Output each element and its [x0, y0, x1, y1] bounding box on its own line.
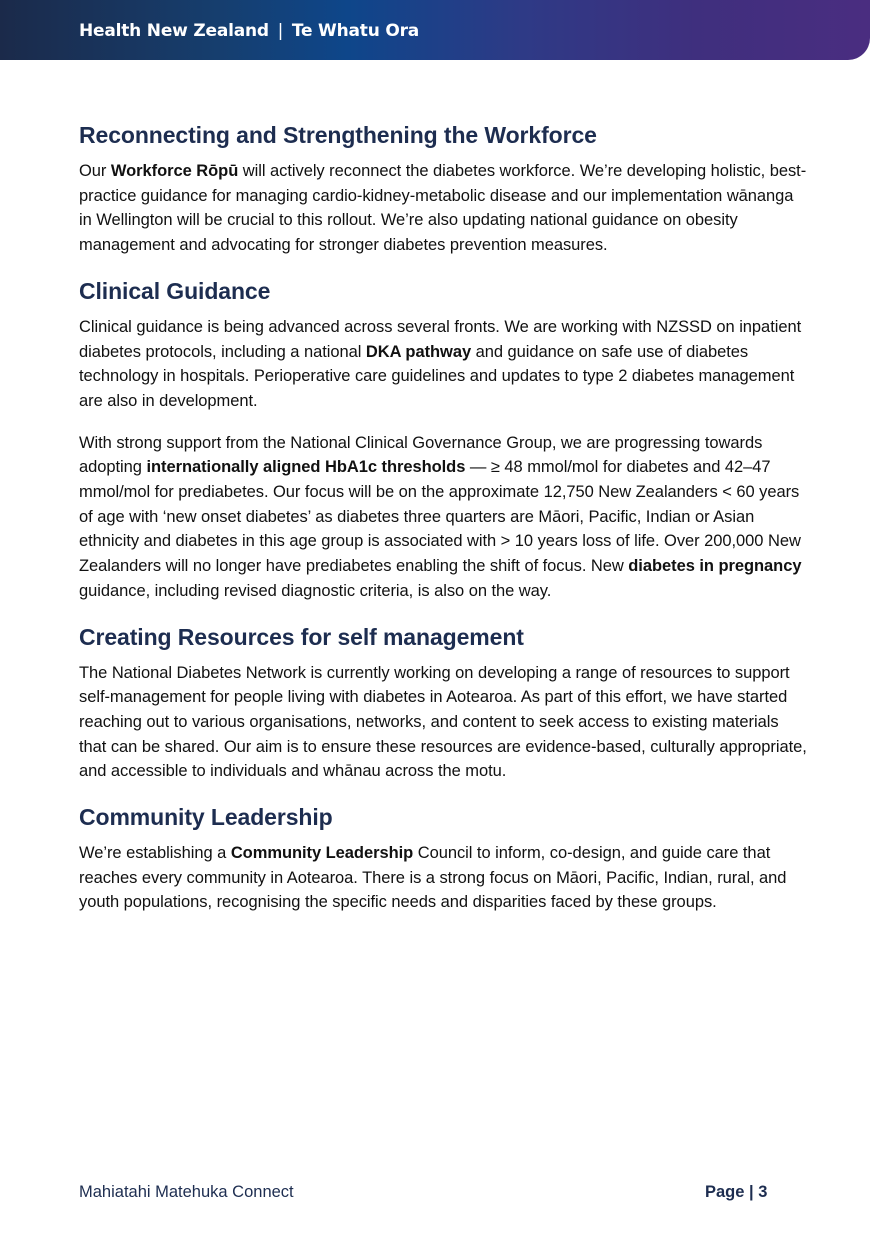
paragraph-text: Clinical guidance is being advanced across several fronts. We are working with NZSSD on inpatient diabetes protocols, including a national	[79, 317, 802, 361]
section-heading: Community Leadership	[79, 804, 333, 831]
org-name: Health New Zealand	[79, 21, 269, 41]
section-heading: Reconnecting and Strengthening the Workforce	[79, 122, 597, 148]
section-paragraph	[79, 841, 809, 915]
section-self-management-resources	[79, 624, 809, 785]
header-banner	[0, 0, 870, 60]
brand-logo-text	[79, 21, 419, 41]
emphasized-text: DKA pathway	[365, 342, 472, 361]
paragraph-text: The National Diabetes Network is currently working on developing a range of resources to support self-management for people living with diabetes in Aotearoa. As part of this effort, we have started reaching out to various organisations, networks, and content to seek access to existing materials that can be shared. Our aim is to ensure these resources are evidence-based, culturally appropriate, and accessible to individuals and whānau across the motu.	[79, 663, 807, 781]
section-workforce	[79, 122, 809, 258]
paragraph-text: — ≥ 48 mmol/mol for diabetes and 42–47 mmol/mol for prediabetes. Our focus will be on the approximate 12,750 New Zealanders < 60 years of age with ‘new onset diabetes’ as diabetes three quarters are Māori, Pacific, Indian or Asian ethnicity and diabetes in this age group is associated with > 10 years loss of life. Over 200,000 New Zealanders will no longer have prediabetes enabling the shift of focus. New	[79, 458, 801, 576]
section-paragraph	[79, 431, 809, 604]
section-heading: Clinical Guidance	[79, 277, 271, 304]
paragraph-text: We’re establishing a	[79, 844, 231, 863]
emphasized-text: diabetes in pregnancy	[628, 557, 802, 576]
footer-page-number: Page | 3	[705, 1183, 768, 1201]
paragraph-text: Council to inform, co-design, and guide care that reaches every community in Aotearoa. There is a strong focus on Māori, Pacific, Indian, rural, and youth populations, recognising the specific needs and disparities faced by these groups.	[79, 844, 787, 912]
paragraph-text: guidance, including revised diagnostic criteria, is also on the way.	[79, 581, 552, 600]
emphasized-text: Community Leadership	[230, 844, 414, 863]
footer-publication-title: Mahiatahi Matehuka Connect	[79, 1183, 294, 1201]
paragraph-text: Our	[79, 162, 111, 180]
paragraph-text: With strong support from the National Clinical Governance Group, we are progressing towards adopting	[79, 433, 763, 477]
brand-separator: |	[277, 21, 284, 41]
emphasized-text: internationally aligned HbA1c thresholds	[146, 458, 466, 477]
section-paragraph	[79, 159, 809, 258]
section-clinical-guidance	[79, 278, 809, 604]
section-heading: Creating Resources for self management	[79, 623, 524, 650]
section-paragraph	[79, 661, 809, 785]
emphasized-text: Workforce Rōpū	[110, 162, 239, 180]
section-paragraph	[79, 315, 809, 414]
paragraph-text: will actively reconnect the diabetes workforce. We’re developing holistic, best-practice guidance for managing cardio-kidney-metabolic disease and our implementation wānanga in Wellington will be crucial to this rollout. We’re also updating national guidance on obesity management and advocating for stronger diabetes prevention measures.	[79, 162, 807, 255]
paragraph-text: and guidance on safe use of diabetes technology in hospitals. Perioperative care guidelines and updates to type 2 diabetes management are also in development.	[79, 342, 795, 410]
document-body	[79, 122, 809, 935]
section-community-leadership	[79, 804, 809, 915]
org-name-maori: Te Whatu Ora	[291, 21, 420, 41]
